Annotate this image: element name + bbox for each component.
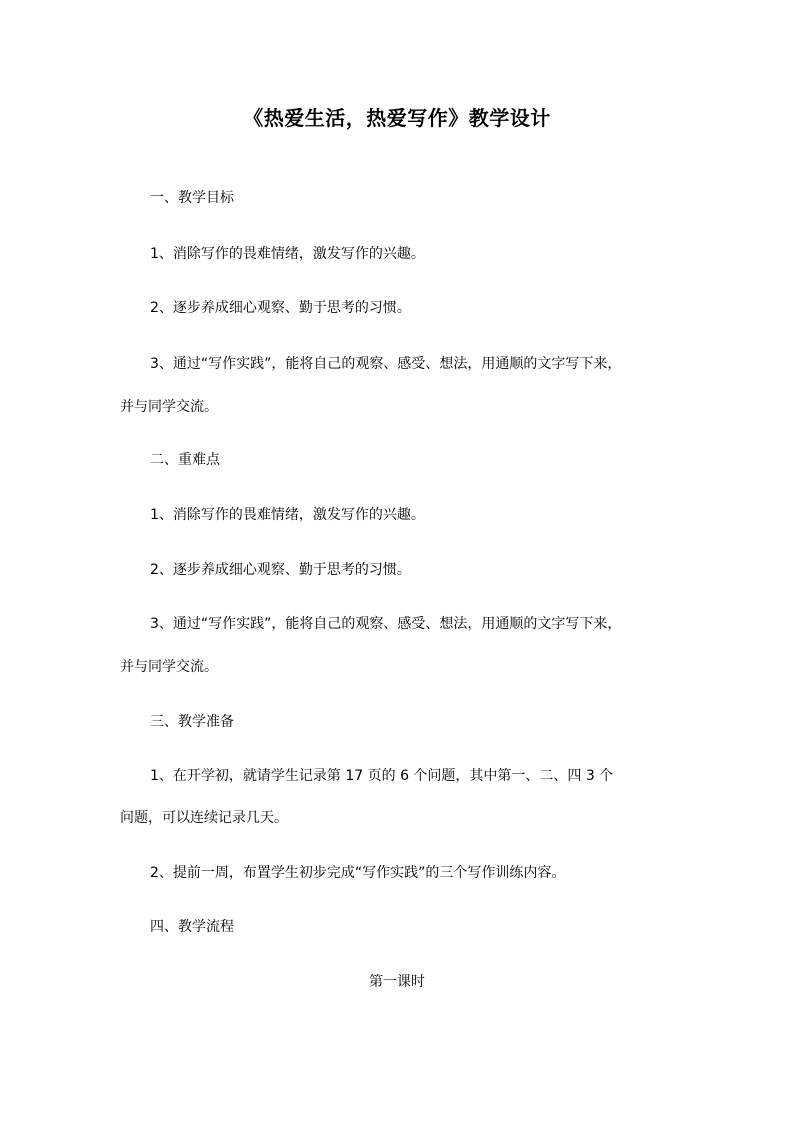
document-title: 《热爱生活，热爱写作》教学设计 [243, 106, 551, 130]
paragraph-line: 问题，可以连续记录几天。 [120, 810, 288, 826]
paragraph-line: 1、消除写作的畏难情绪，激发写作的兴趣。 [150, 246, 425, 262]
paragraph-line: 并与同学交流。 [120, 399, 218, 415]
section-heading-preparation: 三、教学准备 [150, 714, 234, 730]
section-heading-objectives: 一、教学目标 [150, 190, 234, 206]
paragraph-line: 并与同学交流。 [120, 659, 218, 675]
paragraph-line: 3、通过“写作实践”，能将自己的观察、感受、想法，用通顺的文字写下来， [150, 356, 622, 372]
paragraph-line: 2、逐步养成细心观察、勤于思考的习惯。 [150, 562, 411, 578]
lesson-period-heading: 第一课时 [369, 974, 425, 990]
paragraph-line: 2、逐步养成细心观察、勤于思考的习惯。 [150, 300, 411, 316]
section-heading-key-points: 二、重难点 [150, 452, 220, 468]
paragraph-line: 1、在开学初，就请学生记录第 17 页的 6 个问题，其中第一、二、四 3 个 [150, 768, 614, 784]
paragraph-line: 1、消除写作的畏难情绪，激发写作的兴趣。 [150, 507, 425, 523]
paragraph-line: 2、提前一周，布置学生初步完成“写作实践”的三个写作训练内容。 [150, 865, 566, 881]
section-heading-procedure: 四、教学流程 [150, 919, 234, 935]
paragraph-line: 3、通过“写作实践”，能将自己的观察、感受、想法，用通顺的文字写下来， [150, 616, 622, 632]
